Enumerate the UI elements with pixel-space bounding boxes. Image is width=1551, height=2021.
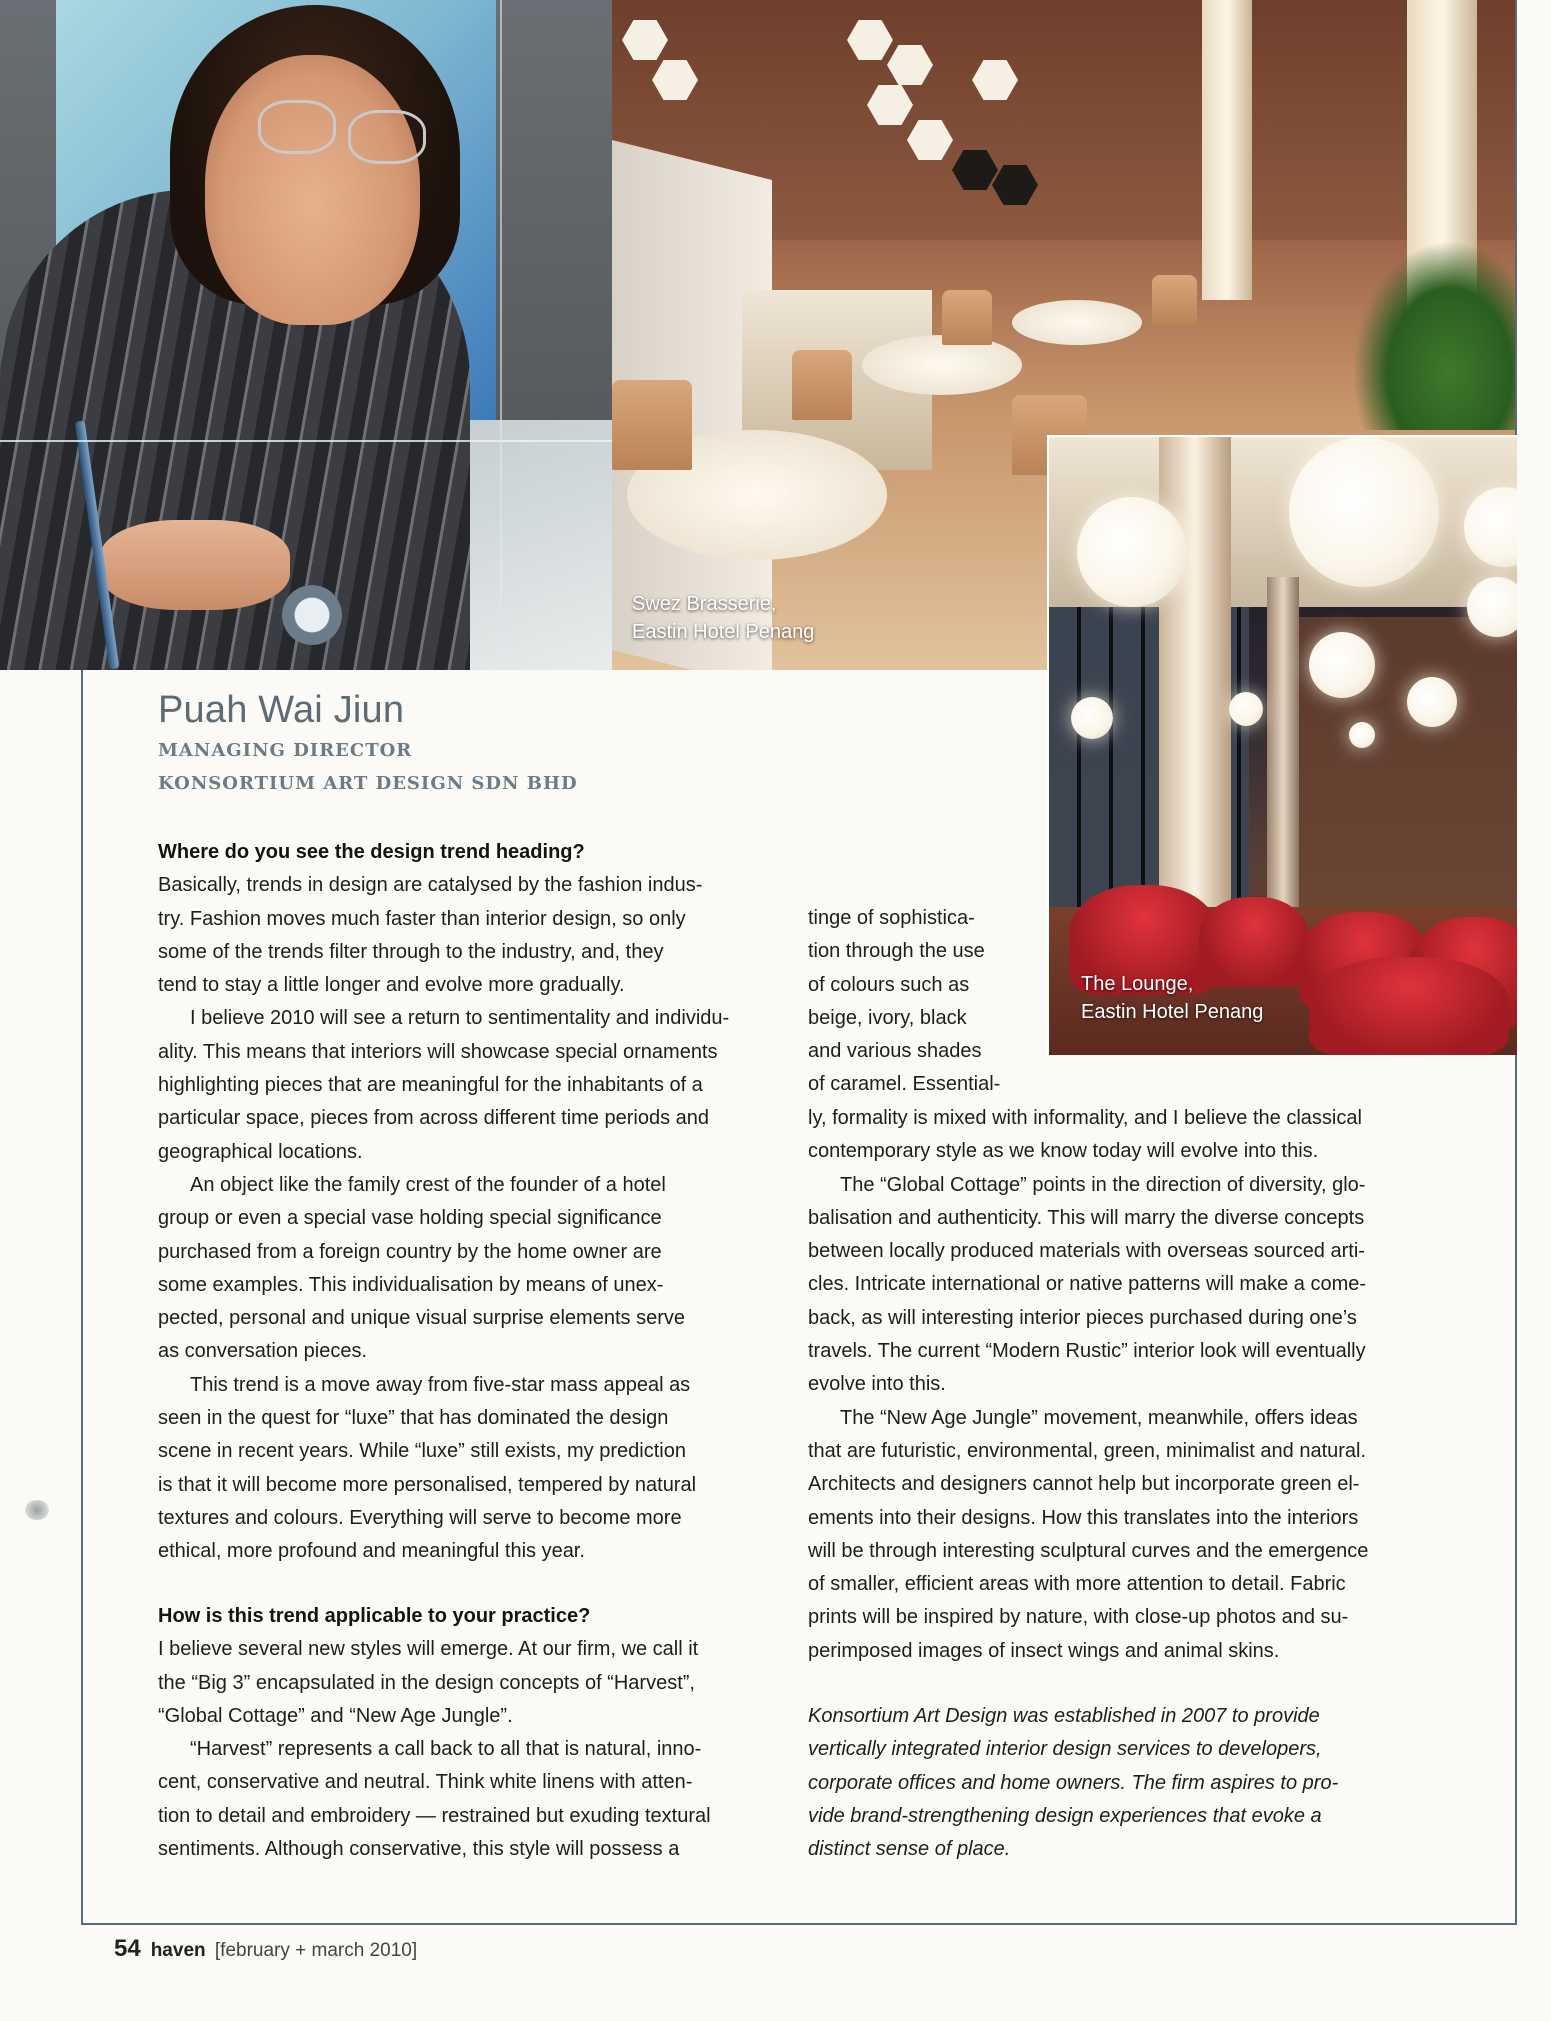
text-line: particular space, pieces from across different time periods and xyxy=(158,1107,710,1130)
text-line: The “Global Cottage” points in the direction of diversity, glo- xyxy=(840,1173,1366,1196)
text-line: cles. Intricate international or native patterns will make a come- xyxy=(808,1273,1367,1296)
caption-line: Swez Brasserie, xyxy=(632,593,777,615)
text-line: tion through the use xyxy=(808,940,985,963)
text-line: some of the trends filter through to the industry, and, they xyxy=(158,940,664,963)
globe-lamp xyxy=(1407,677,1457,727)
text-line: “Global Cottage” and “New Age Jungle”. xyxy=(158,1704,513,1727)
right-column xyxy=(808,1102,1418,1668)
question-heading: How is this trend applicable to your practice? xyxy=(158,1605,591,1627)
wristwatch xyxy=(282,585,342,645)
text-line: some examples. This individualisation by means of unex- xyxy=(158,1273,664,1296)
text-line: The “New Age Jungle” movement, meanwhile, offers ideas xyxy=(840,1406,1358,1429)
magazine-name: haven xyxy=(150,1940,206,1961)
text-line: seen in the quest for “luxe” that has dominated the design xyxy=(158,1407,669,1430)
text-line: cent, conservative and neutral. Think white linens with atten- xyxy=(158,1771,693,1794)
lounge-caption xyxy=(1081,970,1263,1026)
text-line: between locally produced materials with overseas sourced arti- xyxy=(808,1240,1365,1263)
text-line: contemporary style as we know today will evolve into this. xyxy=(808,1140,1319,1163)
portrait-face xyxy=(205,55,420,325)
company-bio xyxy=(808,1700,1418,1866)
caption-line: The Lounge, xyxy=(1081,973,1194,995)
dining-chair xyxy=(942,290,992,345)
text-line: An object like the family crest of the founder of a hotel xyxy=(190,1173,666,1196)
text-line: purchased from a foreign country by the home owner are xyxy=(158,1240,662,1263)
text-line: the “Big 3” encapsulated in the design concepts of “Harvest”, xyxy=(158,1671,695,1694)
text-line: and various shades xyxy=(808,1040,982,1063)
text-line: try. Fashion moves much faster than interior design, so only xyxy=(158,907,686,930)
text-line: perimposed images of insect wings and animal skins. xyxy=(808,1639,1280,1662)
text-line: ality. This means that interiors will showcase special ornaments xyxy=(158,1040,718,1063)
text-line: I believe 2010 will see a return to sentimentality and individu- xyxy=(190,1007,730,1030)
page-number: 54 xyxy=(114,1935,141,1962)
text-line: of caramel. Essential- xyxy=(808,1073,1001,1096)
lounge-photo xyxy=(1047,435,1517,1055)
bio-line: vertically integrated interior design services to developers, xyxy=(808,1738,1322,1761)
text-line: will be through interesting sculptural curves and the emergence xyxy=(808,1539,1369,1562)
page-frame-bottom xyxy=(81,1923,1517,1925)
text-line: tion to detail and embroidery — restrained but exuding textural xyxy=(158,1804,711,1827)
question-heading: Where do you see the design trend heading? xyxy=(158,841,585,863)
text-line: textures and colours. Everything will serve to become more xyxy=(158,1506,682,1529)
text-line: Architects and designers cannot help but incorporate green el- xyxy=(808,1473,1360,1496)
text-line: prints will be inspired by nature, with close-up photos and su- xyxy=(808,1606,1349,1629)
text-line: beige, ivory, black xyxy=(808,1006,967,1029)
globe-lamp xyxy=(1071,697,1113,739)
text-line: as conversation pieces. xyxy=(158,1340,368,1363)
dining-chair xyxy=(612,380,692,470)
brasserie-plant xyxy=(1352,240,1515,430)
text-line: is that it will become more personalised, tempered by natural xyxy=(158,1473,697,1496)
caption-line: Eastin Hotel Penang xyxy=(1081,1001,1264,1023)
portrait-photo xyxy=(0,0,612,670)
dining-table xyxy=(1012,300,1142,345)
text-line: I believe several new styles will emerge. At our firm, we call it xyxy=(158,1638,699,1661)
photo-rule-vertical xyxy=(500,0,502,670)
text-line: of colours such as xyxy=(808,973,970,996)
text-line: geographical locations. xyxy=(158,1140,363,1163)
portrait-hand xyxy=(100,520,290,610)
profile-title: MANAGING DIRECTOR xyxy=(158,740,413,761)
dining-chair xyxy=(792,350,852,420)
text-line: sentiments. Although conservative, this style will possess a xyxy=(158,1838,680,1861)
text-line: group or even a special vase holding special significance xyxy=(158,1207,662,1230)
print-smudge xyxy=(25,1500,49,1520)
profile-company: KONSORTIUM ART DESIGN SDN BHD xyxy=(158,773,578,794)
brasserie-pillar xyxy=(1202,0,1252,300)
text-line: of smaller, efficient areas with more attention to detail. Fabric xyxy=(808,1573,1346,1596)
bio-line: Konsortium Art Design was established in 2007 to provide xyxy=(808,1705,1320,1727)
text-line: evolve into this. xyxy=(808,1373,946,1396)
globe-lamp xyxy=(1349,722,1375,748)
globe-lamp xyxy=(1309,632,1375,698)
photo-rule-horizontal xyxy=(0,440,612,442)
page-footer xyxy=(114,1935,417,1963)
globe-lamp xyxy=(1289,437,1439,587)
bio-line: vide brand-strengthening design experiences that evoke a xyxy=(808,1804,1322,1827)
text-line: ements into their designs. How this translates into the interiors xyxy=(808,1506,1359,1529)
text-line: tend to stay a little longer and evolve more gradually. xyxy=(158,974,625,997)
text-line: highlighting pieces that are meaningful for the inhabitants of a xyxy=(158,1074,703,1097)
text-line: travels. The current “Modern Rustic” interior look will eventually xyxy=(808,1340,1366,1363)
profile-name: Puah Wai Jiun xyxy=(158,689,405,731)
text-line: Basically, trends in design are catalysed by the fashion indus- xyxy=(158,874,703,897)
brasserie-caption xyxy=(632,590,814,646)
text-line: back, as will interesting interior pieces purchased during one’s xyxy=(808,1306,1357,1329)
left-column-part-2 xyxy=(158,1600,770,1866)
text-line: ethical, more profound and meaningful this year. xyxy=(158,1540,585,1563)
left-column xyxy=(158,836,770,1569)
text-line: ly, formality is mixed with informality, and I believe the classical xyxy=(808,1107,1362,1129)
bio-line: distinct sense of place. xyxy=(808,1838,1011,1861)
text-line: that are futuristic, environmental, green, minimalist and natural. xyxy=(808,1439,1367,1462)
dining-chair xyxy=(1152,275,1197,325)
glasses-left xyxy=(258,100,336,154)
issue-date: [february + march 2010] xyxy=(214,1940,418,1961)
bio-line: corporate offices and home owners. The firm aspires to pro- xyxy=(808,1771,1339,1794)
caption-line: Eastin Hotel Penang xyxy=(632,621,815,643)
text-line: This trend is a move away from five-star mass appeal as xyxy=(190,1373,691,1396)
text-line: balisation and authenticity. This will marry the diverse concepts xyxy=(808,1206,1365,1229)
globe-lamp xyxy=(1077,497,1187,607)
text-line: tinge of sophistica- xyxy=(808,907,975,929)
right-narrow-column xyxy=(808,902,1018,1102)
globe-lamp xyxy=(1229,692,1263,726)
text-line: scene in recent years. While “luxe” still exists, my prediction xyxy=(158,1440,686,1463)
glasses-right xyxy=(348,110,426,164)
red-armchair xyxy=(1309,957,1509,1055)
text-line: “Harvest” represents a call back to all that is natural, inno- xyxy=(190,1738,702,1761)
text-line: pected, personal and unique visual surprise elements serve xyxy=(158,1307,685,1330)
